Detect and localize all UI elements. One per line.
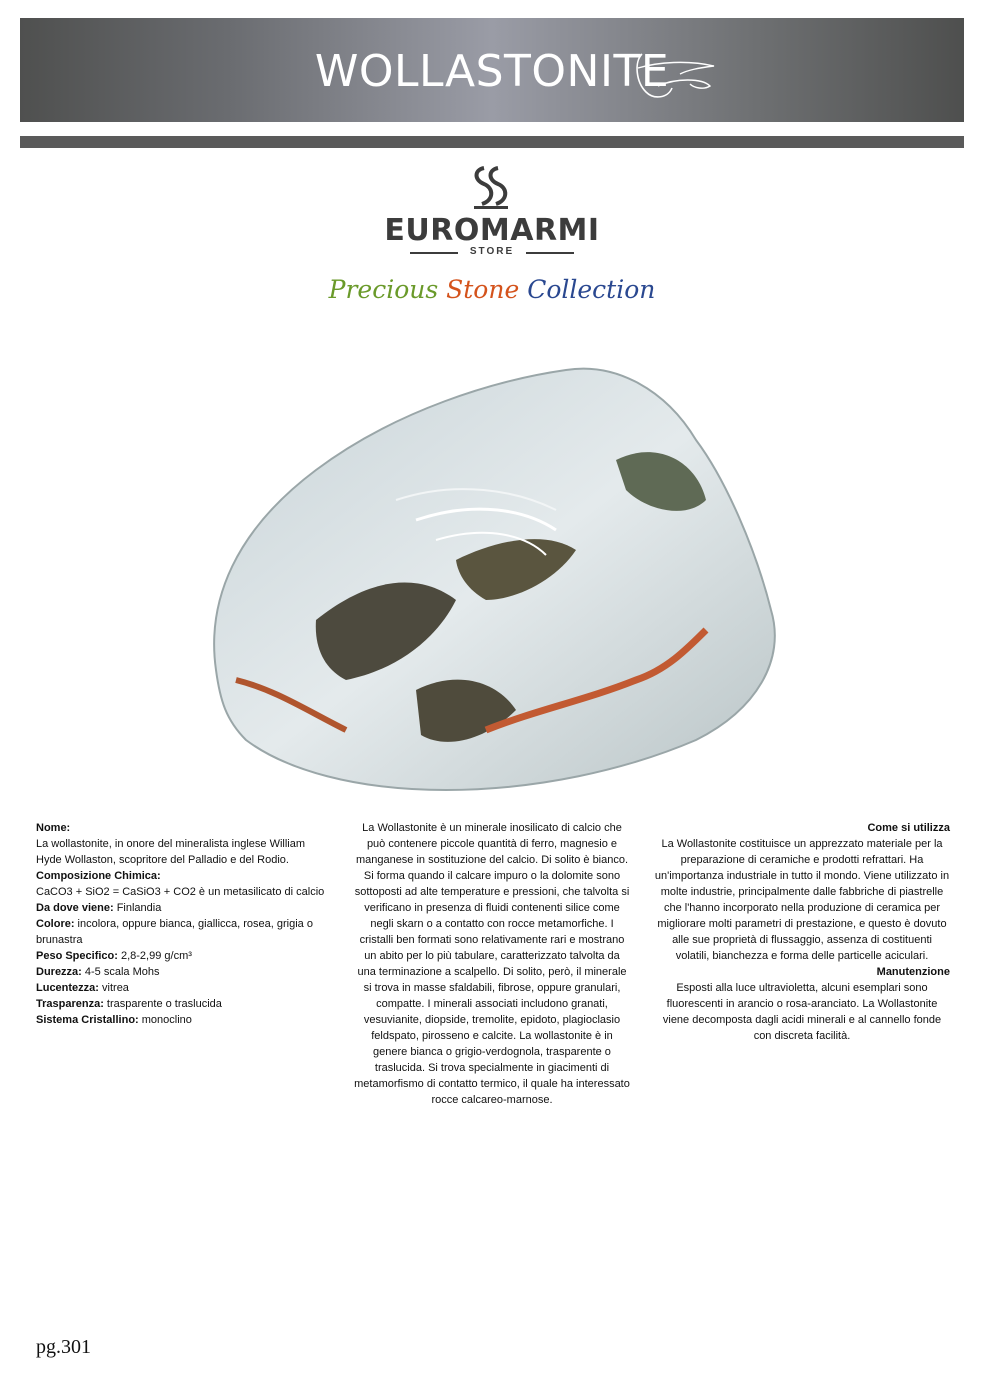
wollastonite-specimen-photo xyxy=(196,350,796,810)
divider-bar xyxy=(20,136,964,148)
durezza-row xyxy=(36,964,326,980)
collection-word-collection: Collection xyxy=(527,275,656,304)
usage-column xyxy=(654,820,950,1044)
nome-label: Nome: xyxy=(36,822,71,834)
composizione-label: Composizione Chimica: xyxy=(36,870,161,882)
durezza-text: 4-5 scala Mohs xyxy=(81,966,160,978)
peso-text: 2,8-2,99 g/cm³ xyxy=(117,950,192,962)
colore-text: incolora, oppure bianca, giallicca, rosea, grigia o brunastra xyxy=(36,918,313,946)
page-title: WOLLASTONITE xyxy=(314,46,670,97)
sistema-text: monoclino xyxy=(138,1014,192,1026)
provenienza-label: Da dove viene: xyxy=(36,902,114,914)
collection-word-stone: Stone xyxy=(446,275,520,304)
page-number: pg.301 xyxy=(36,1336,91,1358)
lucentezza-text: vitrea xyxy=(98,982,129,994)
peso-row xyxy=(36,948,326,964)
properties-column xyxy=(36,820,326,1028)
nome-text: La wollastonite, in onore del mineralista inglese William Hyde Wollaston, scopritore del Palladio e del Rodio. xyxy=(36,838,306,866)
composizione-text: CaCO3 + SiO2 = CaSiO3 + CO2 è un metasilicato di calcio xyxy=(36,886,325,898)
description-column xyxy=(354,820,630,1108)
brand-sub: STORE xyxy=(404,245,580,259)
trasparenza-label: Trasparenza: xyxy=(36,998,104,1010)
swirl-ornament-icon xyxy=(628,48,718,108)
description-text: La Wollastonite è un minerale inosilicato di calcio che può contenere piccole quantità di ferro, magnesio e manganese in sostituzione del calcio. Di solito è bianco. Si forma quando il calcare impuro o la dolomite sono sottoposti ad alte temperature e pressioni, che talvolta si verificano in presenza di fluidi contenenti silice come negli skarn o a contatto con rocce metamorfiche. I cristalli ben formati sono relativamente rari e mostrano un abito per lo più tabulare, caratterizzato talvolta da una terminazione a scalpello. Di solito, però, il minerale si trova in masse sfaldabili, fibrose, oppure granulari, compatte. I minerali associati includono granati, vesuvianite, diopside, tremolite, epidoto, plagioclasio feldspato, pirosseno e calcite. La wollastonite è in genere bianca o grigio-verdognola, trasparente o traslucida. Si trova specialmente in giacimenti di metamorfismo di contatto termico, il quale ha interessato rocce calcareo-marnose. xyxy=(354,822,630,1106)
sistema-label: Sistema Cristallino: xyxy=(36,1014,139,1026)
trasparenza-row xyxy=(36,996,326,1012)
trasparenza-text: trasparente o traslucida xyxy=(103,998,222,1010)
collection-word-precious: Precious xyxy=(328,275,439,304)
uso-text: La Wollastonite costituisce un apprezzato materiale per la preparazione di ceramiche e prodotti refrattari. Ha un'importanza industriale in tutto il mondo. Viene utilizzato in molte industrie, principalmente dalle fabbriche di piastrelle che l'hanno incorporato nella produzione di ceramica per migliorare molti parametri di prestazione, e questo è dovuto alle sue proprietà di flussaggio, assenza di costituenti volatili, bianchezza e forma delle particelle aciculari. xyxy=(654,838,950,962)
durezza-label: Durezza: xyxy=(36,966,82,978)
colore-label: Colore: xyxy=(36,918,75,930)
manutenzione-heading: Manutenzione xyxy=(876,966,950,978)
manutenzione-text: Esposti alla luce ultravioletta, alcuni esemplari sono fluorescenti in arancio o rosa-aranciato. La Wollastonite viene decomposta dagli acidi minerali e al cannello fonde con discreta facilità. xyxy=(662,982,942,1042)
provenienza-text: Finlandia xyxy=(113,902,162,914)
colore-row xyxy=(36,916,326,948)
title-banner xyxy=(20,18,964,122)
euromarmi-logo-icon xyxy=(462,162,522,214)
brand-name: EUROMARMI xyxy=(384,213,600,248)
peso-label: Peso Specifico: xyxy=(36,950,118,962)
lucentezza-label: Lucentezza: xyxy=(36,982,99,994)
lucentezza-row xyxy=(36,980,326,996)
sistema-row xyxy=(36,1012,326,1028)
uso-heading: Come si utilizza xyxy=(867,822,950,834)
provenienza-row xyxy=(36,900,326,916)
collection-title xyxy=(0,274,984,306)
